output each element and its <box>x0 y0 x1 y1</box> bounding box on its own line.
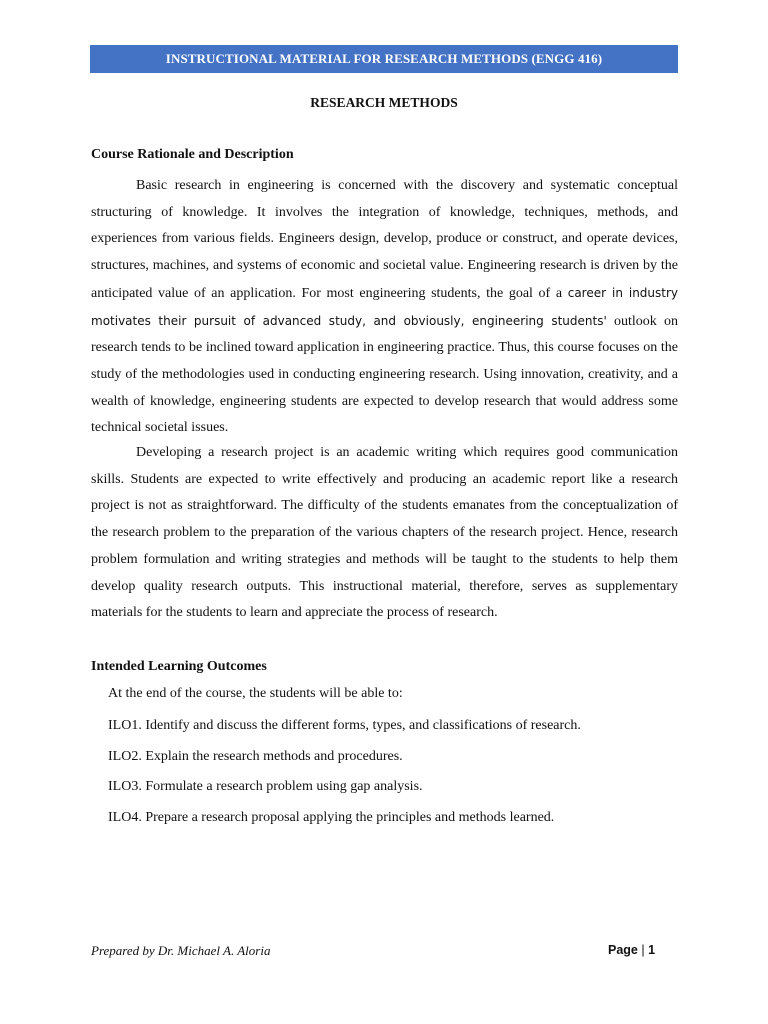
paragraph-text: outlook on research tends to be inclined toward application in engineering practice. Thus, this course focuses on the study of the methodologies used in conducting engineering research. Using innovation, creativity, and a wealth of knowledge, engineering students are expected to develop research that would address some technical societal issues. <box>91 313 678 436</box>
paragraph-text-alt-font: career in industry motivates their pursuit of advanced study, and obviously, engineering students' <box>91 285 679 328</box>
list-item: ILO1. Identify and discuss the different forms, types, and classifications of research. <box>108 718 581 733</box>
paragraph-text: Basic research in engineering is concerned with the discovery and systematic conceptual structuring of knowledge. It involves the integration of knowledge, techniques, methods, and experiences from various fields. Engineers design, develop, produce or construct, and operate devices, structures, machines, and systems of economic and societal value. Engineering research is driven by the anticipated value of an application. For most engineering students, the goal of a <box>91 178 678 301</box>
paragraph-rationale-1 <box>91 173 678 442</box>
footer-author: Prepared by Dr. Michael A. Aloria <box>91 943 271 958</box>
list-item: ILO2. Explain the research methods and procedures. <box>108 748 403 764</box>
section-heading-rationale: Course Rationale and Description <box>91 147 294 162</box>
page-separator: | <box>641 943 645 957</box>
document-title: RESEARCH METHODS <box>310 95 458 110</box>
footer-page-number <box>608 943 655 957</box>
page-label: Page <box>608 943 638 957</box>
document-header-banner: INSTRUCTIONAL MATERIAL FOR RESEARCH METHODS (ENGG 416) <box>90 45 678 73</box>
paragraph-rationale-2: Developing a research project is an academic writing which requires good communication skills. Students are expected to write effectively and producing an academic report like a research project is not as straightforward. The difficulty of the students emanates from the conceptualization of the research problem to the preparation of the various chapters of the research project. Hence, research problem formulation and writing strategies and methods will be taught to the students to help them develop quality research outputs. This instructional material, therefore, serves as supplementary materials for the students to learn and appreciate the process of research. <box>91 445 678 621</box>
outcomes-intro: At the end of the course, the students will be able to: <box>108 686 403 701</box>
section-heading-outcomes: Intended Learning Outcomes <box>91 659 267 674</box>
ilo-list <box>108 716 581 839</box>
page-number: 1 <box>648 943 656 957</box>
list-item: ILO3. Formulate a research problem using gap analysis. <box>108 779 423 795</box>
list-item: ILO4. Prepare a research proposal applying the principles and methods learned. <box>108 810 555 826</box>
